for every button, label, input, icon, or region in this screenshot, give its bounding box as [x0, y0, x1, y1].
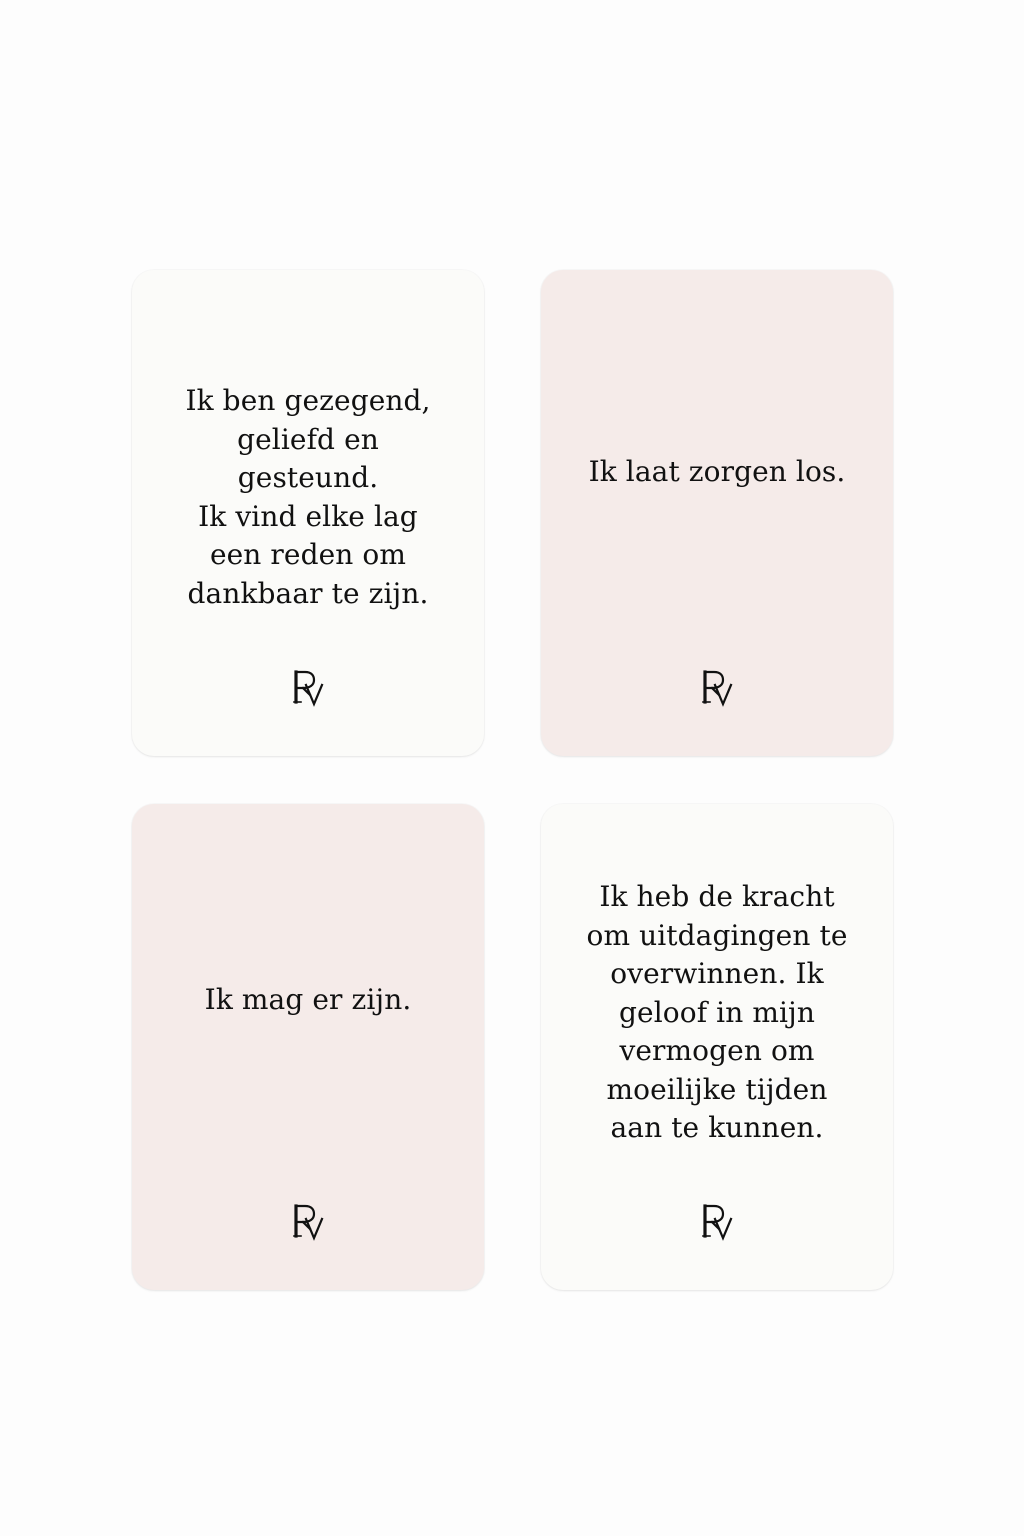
- affirmation-card-3: [132, 804, 484, 1290]
- affirmation-card-2: [541, 270, 893, 756]
- rv-monogram-icon: [290, 668, 326, 708]
- card-affirmation-text: Ik mag er zijn.: [204, 983, 412, 1016]
- card-affirmation-text: Ik ben gezegend, geliefd en gesteund. Ik vind elke lag een reden om dankbaar te zijn.: [185, 384, 431, 610]
- rv-monogram-icon: [699, 1202, 735, 1242]
- rv-monogram-icon: [290, 1202, 326, 1242]
- card-affirmation-text: Ik heb de kracht om uitdagingen te overwinnen. Ik geloof in mijn vermogen om moeilijke tijden aan te kunnen.: [586, 880, 848, 1144]
- rv-monogram-icon: [699, 668, 735, 708]
- affirmation-card-1: [132, 270, 484, 756]
- card-affirmation-text: Ik laat zorgen los.: [588, 455, 846, 488]
- affirmation-card-4: [541, 804, 893, 1290]
